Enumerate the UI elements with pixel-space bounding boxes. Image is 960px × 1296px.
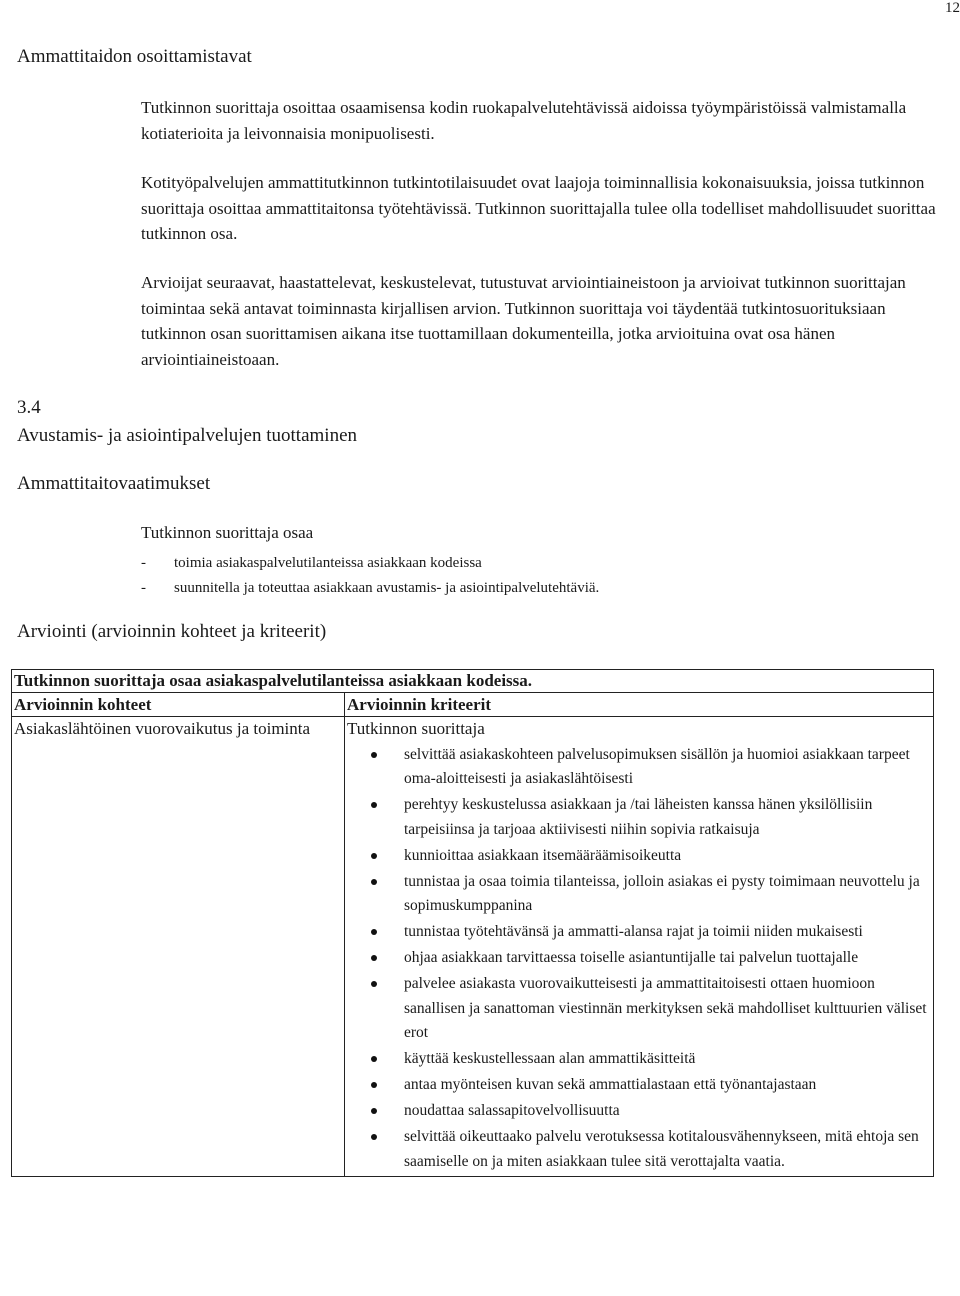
section-number: 3.4 <box>17 397 41 418</box>
column-header-criteria: Arvioinnin kriteerit <box>345 693 934 717</box>
criteria-item: palvelee asiakasta vuorovaikutteisesti ja ammattitaitoisesti ottaen huomioon sanallisen ja sanattoman viestinnän merkityksen sekä mahdolliset kulttuurien väliset erot <box>347 972 931 1046</box>
criteria-item: selvittää oikeuttaako palvelu verotuksessa kotitalousvähennykseen, mitä ehtoja sen saamiselle on ja miten asiakkaan tulee sitä verottajalta vaatia. <box>347 1125 931 1174</box>
criteria-table-title-row <box>12 670 934 693</box>
criteria-list <box>347 743 931 1177</box>
criteria-item: perehtyy keskustelussa asiakkaan ja /tai läheisten kanssa hänen yksilöllisiin tarpeisiinsa ja tarjoaa aktiivisesti niihin sopivia ratkaisuja <box>347 793 931 842</box>
criteria-table-title: Tutkinnon suorittaja osaa asiakaspalvelutilanteissa asiakkaan kodeissa. <box>12 670 934 693</box>
criteria-item: tunnistaa ja osaa toimia tilanteissa, jolloin asiakas ei pysty toimimaan neuvottelu ja sopimuskumppanina <box>347 870 931 919</box>
assessment-heading: Arviointi (arvioinnin kohteet ja kriteerit) <box>17 621 327 642</box>
section-title: Avustamis- ja asiointipalvelujen tuottaminen <box>17 425 357 446</box>
requirements-list <box>141 551 599 600</box>
criteria-table-header-row <box>12 693 934 717</box>
demonstration-paragraph-1: Tutkinnon suorittaja osoittaa osaamisensa kodin ruokapalvelutehtävissä aidoissa työympäristöissä valmistamalla kotiaterioita ja leivonnaisia monipuolisesti. <box>141 98 907 143</box>
criteria-table-row <box>12 717 934 1177</box>
demonstration-paragraph-2: Kotityöpalvelujen ammattitutkinnon tutkintotilaisuudet ovat laajoja toiminnallisia kokonaisuuksia, joissa tutkinnon suorittaja osoittaa ammattitaitonsa työtehtävissä. Tutkinnon suorittajalla tulee olla todelliset mahdollisuudet suorittaa tutkinnon osa. <box>141 173 936 243</box>
demonstration-paragraph-3: Arvioijat seuraavat, haastattelevat, keskustelevat, tutustuvat arviointiaineistoon ja arvioivat tutkinnon suorittajan toimintaa sekä antavat toiminnasta kirjallisen arvion. Tutkinnon suorittaja voi täydentää tutkintosuorituksiaan tutkinnon osan suorittamisen aikana itse tuottamillaan dokumenteilla, jotka arvioituina ovat osa hänen arviointiaineistoaan. <box>141 273 906 369</box>
requirement-item <box>141 551 599 576</box>
column-header-targets: Arvioinnin kohteet <box>12 693 345 717</box>
requirement-text: suunnitella ja toteuttaa asiakkaan avustamis- ja asiointipalvelutehtäviä. <box>174 579 600 596</box>
criteria-item: kunnioittaa asiakkaan itsemääräämisoikeutta <box>347 844 931 869</box>
criteria-intro: Tutkinnon suorittaja <box>347 719 485 738</box>
criteria-item: antaa myönteisen kuvan sekä ammattialastaan että työnantajastaan <box>347 1073 931 1098</box>
requirement-text: toimia asiakaspalvelutilanteissa asiakkaan kodeissa <box>174 555 482 571</box>
assessment-target: Asiakaslähtöinen vuorovaikutus ja toiminta <box>12 717 345 1177</box>
page-number: 12 <box>945 0 960 16</box>
requirement-item <box>141 576 599 601</box>
criteria-item: tunnistaa työtehtävänsä ja ammatti-alansa rajat ja toimii niiden mukaisesti <box>347 920 931 945</box>
criteria-item: noudattaa salassapitovelvollisuutta <box>347 1099 931 1124</box>
requirements-intro: Tutkinnon suorittaja osaa <box>141 523 314 542</box>
criteria-item: selvittää asiakaskohteen palvelusopimuksen sisällön ja huomioi asiakkaan tarpeet oma-aloitteisesti ja asiakaslähtöisesti <box>347 743 931 792</box>
dash-marker: - <box>141 579 146 596</box>
demonstration-heading: Ammattitaidon osoittamistavat <box>17 46 252 67</box>
dash-marker: - <box>141 555 146 571</box>
criteria-table <box>11 669 934 1177</box>
criteria-item: ohjaa asiakkaan tarvittaessa toiselle asiantuntijalle tai palvelun tuottajalle <box>347 946 931 971</box>
criteria-item: käyttää keskustellessaan alan ammattikäsitteitä <box>347 1047 931 1072</box>
requirements-heading: Ammattitaitovaatimukset <box>17 473 211 494</box>
assessment-criteria-cell <box>345 717 934 1177</box>
